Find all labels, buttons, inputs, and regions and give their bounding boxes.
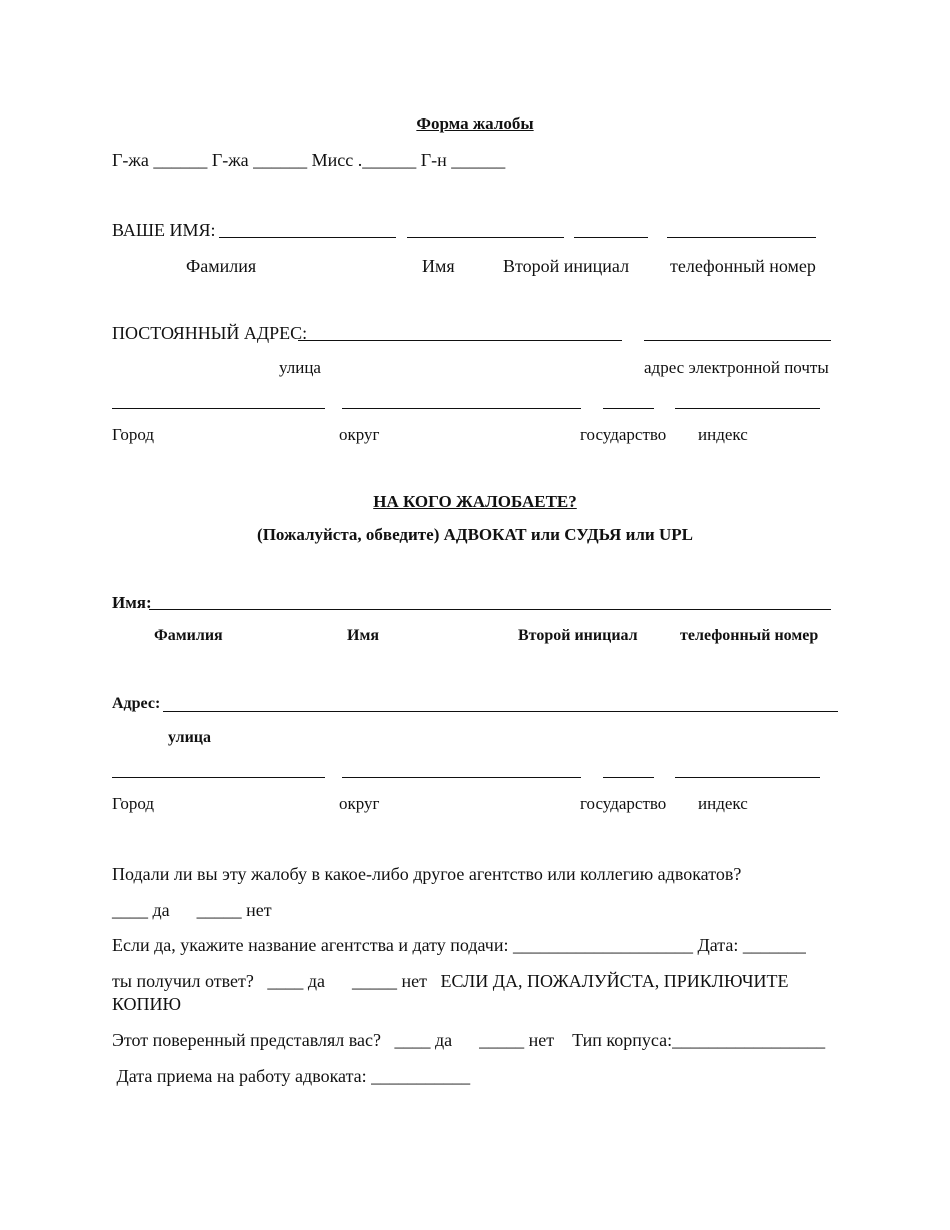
complainant-sub-phone: телефонный номер <box>670 256 816 276</box>
complainant-state-line[interactable] <box>603 408 654 409</box>
complainant-sub-city: Город <box>112 425 154 444</box>
complainant-sub-email: адрес электронной почты <box>644 358 829 377</box>
question-received-response[interactable]: ты получил ответ? ____ да _____ нет ЕСЛИ ДА, ПОЖАЛУЙСТА, ПРИКЛЮЧИТЕ <box>112 971 789 991</box>
against-sub-street: улица <box>168 729 212 746</box>
against-county-line[interactable] <box>342 777 581 778</box>
complainant-phone-line[interactable] <box>667 237 816 238</box>
against-state-line[interactable] <box>603 777 654 778</box>
against-sub-last-name: Фамилия <box>154 627 223 644</box>
against-heading: НА КОГО ЖАЛОБАЕТЕ? <box>373 492 577 511</box>
complainant-street-line[interactable] <box>298 340 622 341</box>
complainant-middle-initial-line[interactable] <box>574 237 648 238</box>
against-name-label: Имя: <box>112 593 152 612</box>
complainant-sub-last-name: Фамилия <box>186 256 257 276</box>
complainant-sub-middle-initial: Второй инициал <box>503 256 630 276</box>
against-street-line[interactable] <box>163 711 838 712</box>
complainant-county-line[interactable] <box>342 408 581 409</box>
against-sub-phone: телефонный номер <box>680 627 819 644</box>
complainant-email-line[interactable] <box>644 340 831 341</box>
against-city-line[interactable] <box>112 777 325 778</box>
question-other-agency-answers[interactable]: ____ да _____ нет <box>112 900 272 920</box>
complainant-city-line[interactable] <box>112 408 325 409</box>
form-title: Форма жалобы <box>416 114 534 133</box>
question-agency-name-date[interactable]: Если да, укажите название агентства и дату подачи: ____________________ Дата: _______ <box>112 935 806 955</box>
complainant-sub-county: округ <box>339 425 380 444</box>
complainant-sub-first-name: Имя <box>422 256 455 276</box>
against-instruction: (Пожалуйста, обведите) АДВОКАТ или СУДЬЯ или UPL <box>257 525 693 544</box>
against-name-line[interactable] <box>149 609 831 610</box>
complainant-address-label: ПОСТОЯННЫЙ АДРЕС: <box>112 323 308 343</box>
complainant-name-label: ВАШЕ ИМЯ: <box>112 220 216 240</box>
against-sub-county: округ <box>339 794 380 813</box>
question-attorney-hire-date[interactable]: Дата приема на работу адвоката: ___________ <box>112 1066 471 1086</box>
complainant-sub-street: улица <box>279 358 321 377</box>
complainant-sub-state: государство <box>580 425 667 444</box>
question-received-response-continued: КОПИЮ <box>112 994 182 1014</box>
against-sub-state: государство <box>580 794 667 813</box>
complainant-last-name-line[interactable] <box>219 237 396 238</box>
against-sub-first-name: Имя <box>347 627 379 644</box>
complainant-first-name-line[interactable] <box>407 237 564 238</box>
salutation-options: Г-жа ______ Г-жа ______ Мисс .______ Г-н ______ <box>112 150 506 170</box>
question-other-agency: Подали ли вы эту жалобу в какое-либо другое агентство или коллегию адвокатов? <box>112 864 742 884</box>
question-attorney-represented[interactable]: Этот поверенный представлял вас? ____ да _____ нет Тип корпуса:_________________ <box>112 1030 826 1050</box>
complainant-sub-zip: индекс <box>698 425 748 444</box>
against-sub-zip: индекс <box>698 794 748 813</box>
against-sub-city: Город <box>112 794 154 813</box>
against-sub-middle-initial: Второй инициал <box>518 627 638 644</box>
against-address-label: Адрес: <box>112 695 161 712</box>
against-zip-line[interactable] <box>675 777 820 778</box>
complainant-zip-line[interactable] <box>675 408 820 409</box>
